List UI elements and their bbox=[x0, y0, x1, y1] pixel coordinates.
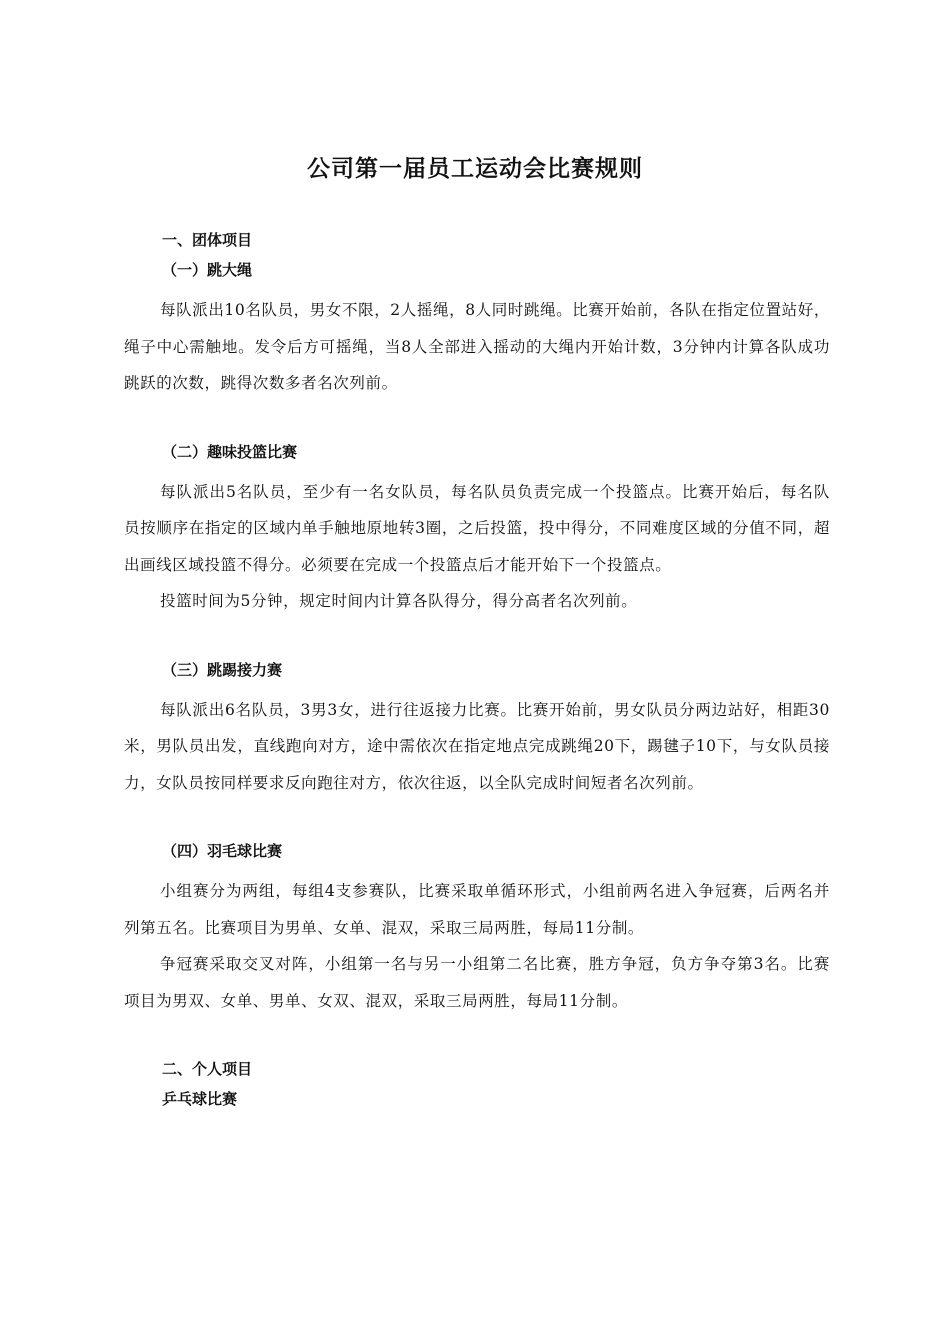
paragraph-basketball-time: 投篮时间为5分钟，规定时间内计算各队得分，得分高者名次列前。 bbox=[160, 592, 638, 610]
item-heading-long-rope: （一）跳大绳 bbox=[162, 261, 253, 279]
item-heading-badminton: （四）羽毛球比赛 bbox=[162, 842, 283, 860]
section-spacer bbox=[124, 801, 830, 837]
item-heading-basketball: （二）趣味投篮比赛 bbox=[162, 442, 298, 461]
section-heading-individual-events: 二、个人项目 bbox=[162, 1060, 253, 1078]
paragraph-long-rope-rules: 每队派出10名队员，男女不限，2人摇绳，8人同时跳绳。比赛开始前，各队在指定位置站好，绳子中心需触地。发令后方可摇绳，当8人全部进入摇动的大绳内开始计数，3分钟内计算各队成功跳跃的次数，跳得次数多者名次列前。 bbox=[124, 301, 830, 392]
paragraph-basketball-rules: 每队派出5名队员，至少有一名女队员，每名队员负责完成一个投篮点。比赛开始后，每名队员按顺序在指定的区域内单手触地原地转3圈，之后投篮，投中得分，不同难度区域的分值不同，超出画线区域投篮不得分。必须要在完成一个投篮点后才能开始下一个投篮点。 bbox=[124, 482, 830, 574]
section-spacer bbox=[124, 1019, 830, 1055]
section-spacer bbox=[124, 402, 830, 438]
document-title: 公司第一届员工运动会比赛规则 bbox=[307, 156, 643, 182]
item-heading-table-tennis: 乒乓球比赛 bbox=[162, 1090, 238, 1108]
section-spacer bbox=[124, 620, 830, 656]
paragraph-relay-rules: 每队派出6名队员，3男3女，进行往返接力比赛。比赛开始前，男女队员分两边站好，相距30米，男队员出发，直线跑向对方，途中需依次在指定地点完成跳绳20下，踢毽子10下，与女队员接力，女队员按同样要求反向跑往对方，依次往返，以全队完成时间短者名次列前。 bbox=[124, 700, 830, 792]
paragraph-badminton-finals: 争冠赛采取交叉对阵，小组第一名与另一小组第二名比赛，胜方争冠，负方争夺第3名。比赛项目为男双、女单、男单、女双、混双，采取三局两胜，每局11分制。 bbox=[124, 955, 830, 1010]
section-heading-team-events: 一、团体项目 bbox=[162, 231, 253, 249]
document-body bbox=[124, 226, 830, 1121]
paragraph-badminton-group-stage: 小组赛分为两组，每组4支参赛队，比赛采取单循环形式，小组前两名进入争冠赛，后两名并列第五名。比赛项目为男单、女单、混双，采取三局两胜，每局11分制。 bbox=[124, 882, 830, 937]
item-heading-relay: （三）跳踢接力赛 bbox=[162, 660, 283, 679]
